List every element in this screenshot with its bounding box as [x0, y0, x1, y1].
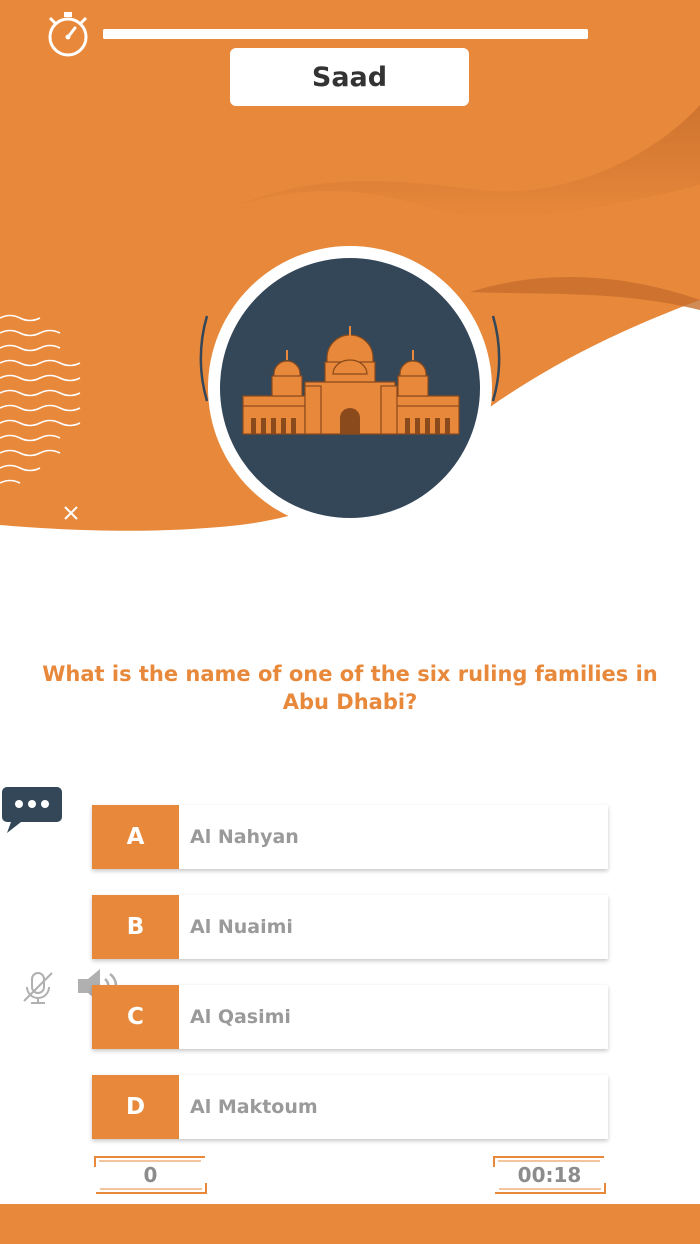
answer-option-b[interactable] — [92, 895, 608, 959]
answer-text: Al Qasimi — [190, 1006, 291, 1028]
mosque-icon — [185, 246, 515, 536]
score-value: 0 — [143, 1163, 158, 1187]
timer-progress-fill — [103, 29, 588, 39]
answer-text: Al Nahyan — [190, 826, 299, 848]
answer-option-a[interactable] — [92, 805, 608, 869]
score-box — [93, 1155, 208, 1195]
answer-option-c[interactable] — [92, 985, 608, 1049]
footer-bar — [0, 1204, 700, 1244]
microphone-muted-icon[interactable] — [18, 967, 58, 1007]
answer-letter: D — [92, 1075, 179, 1139]
player-name: Saad — [230, 48, 469, 106]
time-value: 00:18 — [517, 1163, 582, 1187]
stopwatch-icon — [44, 10, 92, 58]
close-icon[interactable] — [60, 502, 82, 524]
answer-option-d[interactable] — [92, 1075, 608, 1139]
time-box — [492, 1155, 607, 1195]
answer-letter: A — [92, 805, 179, 869]
timer-progress-bar — [103, 29, 588, 39]
question-text: What is the name of one of the six ruling families in Abu Dhabi? — [42, 662, 658, 714]
answer-text: Al Maktoum — [190, 1096, 318, 1118]
answer-text: Al Nuaimi — [190, 916, 293, 938]
answer-letter: B — [92, 895, 179, 959]
answer-letter: C — [92, 985, 179, 1049]
chat-bubble-icon[interactable] — [1, 785, 63, 835]
